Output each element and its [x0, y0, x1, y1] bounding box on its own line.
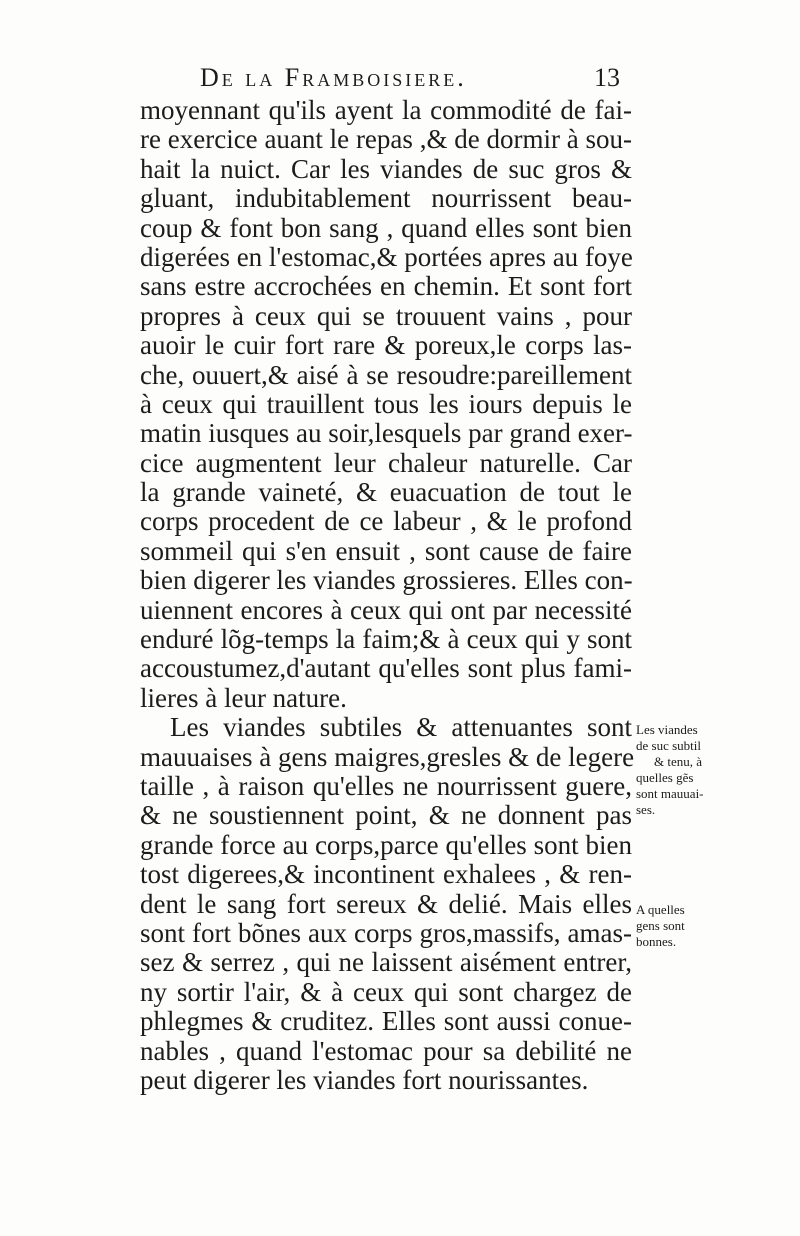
page-number: 13	[594, 63, 620, 92]
text-line: gluant, indubitablement nourrissent beau-	[140, 183, 632, 214]
note-line: sont mauuai-	[636, 786, 704, 801]
text-line: auoir le cuir fort rare & poreux,le corps las-	[140, 330, 632, 361]
text-line: cice augmentent leur chaleur naturelle. Car	[140, 447, 632, 478]
text-line: enduré lõg-temps la faim;& à ceux qui y sont	[140, 624, 632, 655]
text-line: lieres à leur nature.	[140, 682, 347, 713]
text-line: sans estre accrochées en chemin. Et sont fort	[140, 271, 632, 302]
margin-note-1	[636, 722, 756, 818]
margin-note-2	[636, 902, 756, 950]
text-line: propres à ceux qui se trouuent vains , pour	[140, 300, 632, 331]
note-line: gens sont	[636, 918, 685, 933]
text-line: tost digerees,& incontinent exhalees , & ren-	[140, 859, 632, 890]
text-line: matin iusques au soir,lesquels par grand exer-	[140, 418, 633, 449]
text-line: sont fort bõnes aux corps gros,massifs, amas-	[140, 917, 632, 948]
text-line: mauuaises à gens maigres,gresles & de legere	[140, 741, 635, 772]
text-line: peut digerer les viandes fort nourissantes.	[140, 1064, 589, 1095]
text-line: nables , quand l'estomac pour sa debilité ne	[140, 1035, 632, 1066]
text-line: re exercice auant le repas ,& de dormir à sou-	[140, 124, 632, 155]
text-line: bien digerer les viandes grossieres. Elles con-	[140, 565, 633, 596]
note-line: ses.	[636, 802, 656, 817]
text-line: à ceux qui trauillent tous les iours depuis le	[140, 388, 632, 419]
text-line: sez & serrez , qui ne laissent aisément entrer,	[140, 947, 632, 978]
text-line: ny sortir l'air, & à ceux qui sont chargez de	[140, 976, 632, 1007]
text-line: uiennent encores à ceux qui ont par necessité	[140, 594, 632, 625]
note-line: A quelles	[636, 902, 685, 917]
note-line: Les viandes	[636, 722, 698, 737]
paragraph-2	[140, 712, 635, 1095]
note-line: & tenu, à	[654, 754, 703, 769]
text-line: accoustumez,d'autant qu'elles sont plus fami-	[140, 653, 632, 684]
note-line: quelles gẽs	[636, 770, 694, 785]
text-line: dent le sang fort sereux & delié. Mais elles	[140, 888, 632, 919]
text-line: Les viandes subtiles & attenuantes sont	[170, 712, 632, 743]
text-line: che, ouuert,& aisé à se resoudre:pareillement	[140, 359, 632, 390]
text-line: moyennant qu'ils ayent la commodité de fai-	[140, 95, 632, 125]
text-line: phlegmes & cruditez. Elles sont aussi conue-	[140, 1006, 632, 1037]
note-line: bonnes.	[636, 934, 677, 949]
text-line: digerées en l'estomac,& portées apres au foye	[140, 241, 633, 272]
text-line: corps procedent de ce labeur , & le profond	[140, 506, 632, 537]
text-line: la grande vaineté, & euacuation de tout le	[140, 477, 632, 508]
note-line: de suc subtil	[636, 738, 701, 753]
text-line: taille , à raison qu'elles ne nourrissent guere,	[140, 770, 632, 801]
body-text	[140, 95, 635, 1095]
paragraph-1	[140, 96, 632, 713]
running-title: De la Framboisiere.	[200, 63, 467, 92]
text-line: & ne soustiennent point, & ne donnent pas	[140, 800, 632, 831]
text-line: sommeil qui s'en ensuit , sont cause de faire	[140, 535, 632, 566]
text-line: hait la nuict. Car les viandes de suc gros &	[140, 153, 632, 184]
text-line: grande force au corps,parce qu'elles sont bien	[140, 829, 632, 860]
page-header	[200, 60, 620, 96]
text-line: coup & font bon sang , quand elles sont bien	[140, 212, 632, 243]
